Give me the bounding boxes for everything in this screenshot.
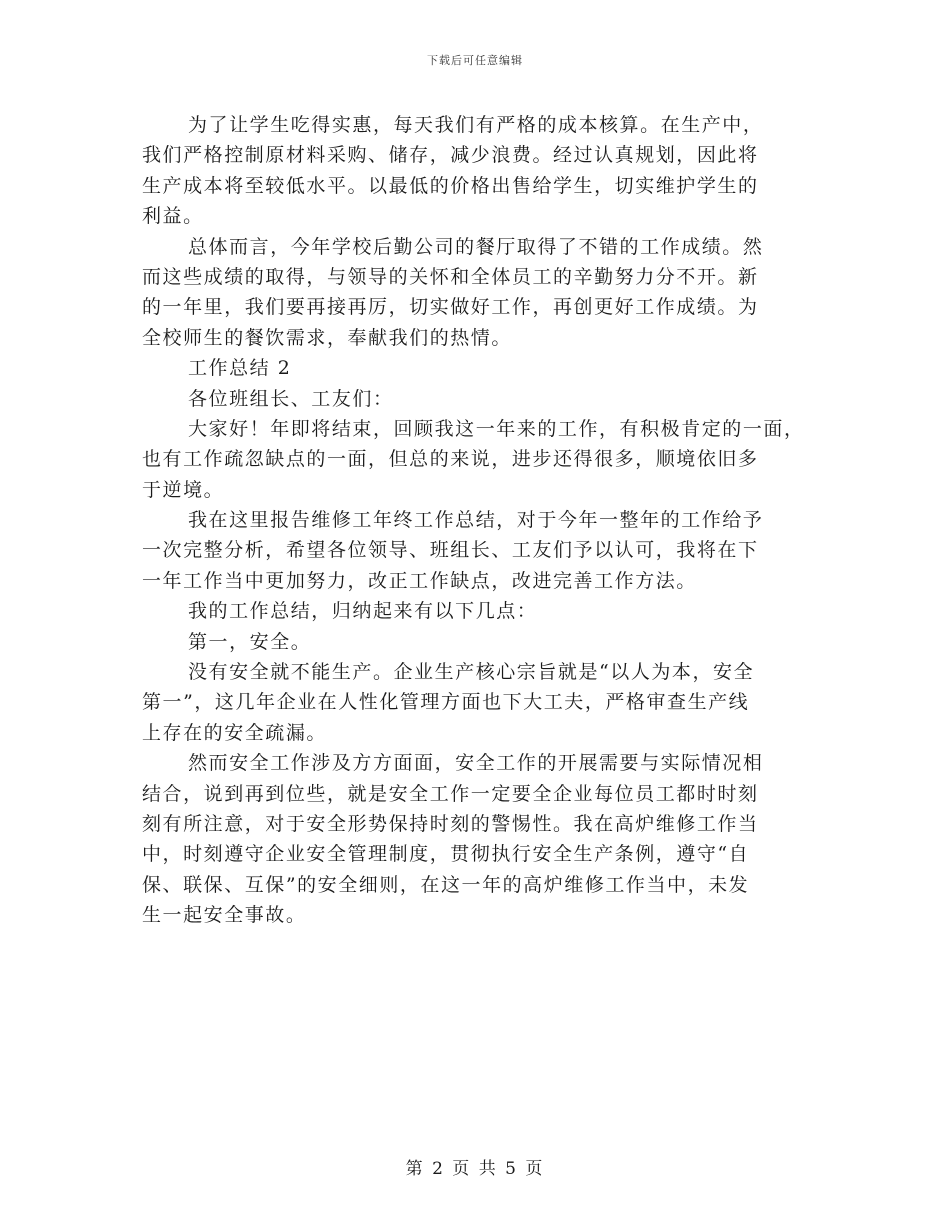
text-line: 一年工作当中更加努力，改正工作缺点，改进完善工作方法。 [142, 569, 697, 592]
text-line: 我在这里报告维修工年终工作总结，对于今年一整年的工作给予 [188, 509, 764, 532]
text-line: 一次完整分析，希望各位领导、班组长、工友们予以认可，我将在下 [142, 539, 759, 562]
text-line: 生产成本将至较低水平。以最低的价格出售给学生，切实维护学生的 [142, 174, 759, 197]
page-header: 下载后可任意编辑 [427, 54, 523, 67]
text-line: 于逆境。 [142, 478, 225, 501]
text-line: 各位班组长、工友们： [188, 387, 394, 410]
text-line: 我的工作总结，归纳起来有以下几点： [188, 600, 538, 623]
text-line: 利益。 [142, 205, 204, 228]
text-line: 第一”，这几年企业在人性化管理方面也下大工夫，严格审查生产线 [142, 691, 750, 714]
text-line: 然而安全工作涉及方方面面，安全工作的开展需要与实际情况相 [188, 752, 764, 775]
document-body [142, 110, 812, 931]
text-line: 保、联保、互保”的安全细则，在这一年的高炉维修工作当中，未发 [142, 873, 750, 896]
text-line: 上存在的安全疏漏。 [142, 721, 327, 744]
text-line: 为了让学生吃得实惠，每天我们有严格的成本核算。在生产中， [188, 114, 764, 136]
text-line: 工作总结 2 [188, 357, 292, 380]
page-footer: 第 2 页 共 5 页 [405, 1159, 545, 1179]
text-line: 生一起安全事故。 [142, 904, 307, 927]
text-line: 全校师生的餐饮需求，奉献我们的热情。 [142, 326, 512, 349]
text-line: 而这些成绩的取得，与领导的关怀和全体员工的辛勤努力分不开。新 [142, 265, 759, 288]
text-line: 第一，安全。 [188, 630, 312, 653]
text-line: 大家好！年即将结束，回顾我这一年来的工作，有积极肯定的一面， [188, 417, 805, 440]
text-line: 我们严格控制原材料采购、储存，减少浪费。经过认真规划，因此将 [142, 144, 759, 167]
text-line: 也有工作疏忽缺点的一面，但总的来说，进步还得很多，顺境依旧多 [142, 448, 759, 471]
text-line: 刻有所注意，对于安全形势保持时刻的警惕性。我在高炉维修工作当 [142, 812, 759, 835]
text-line: 的一年里，我们要再接再厉，切实做好工作，再创更好工作成绩。为 [142, 296, 759, 319]
text-line: 总体而言，今年学校后勤公司的餐厅取得了不错的工作成绩。然 [188, 235, 764, 258]
text-line: 中，时刻遵守企业安全管理制度，贯彻执行安全生产条例，遵守“自 [142, 843, 750, 866]
text-line: 没有安全就不能生产。企业生产核心宗旨就是“以人为本，安全 [188, 661, 755, 684]
text-line: 结合，说到再到位些，就是安全工作一定要全企业每位员工都时时刻 [142, 782, 759, 805]
